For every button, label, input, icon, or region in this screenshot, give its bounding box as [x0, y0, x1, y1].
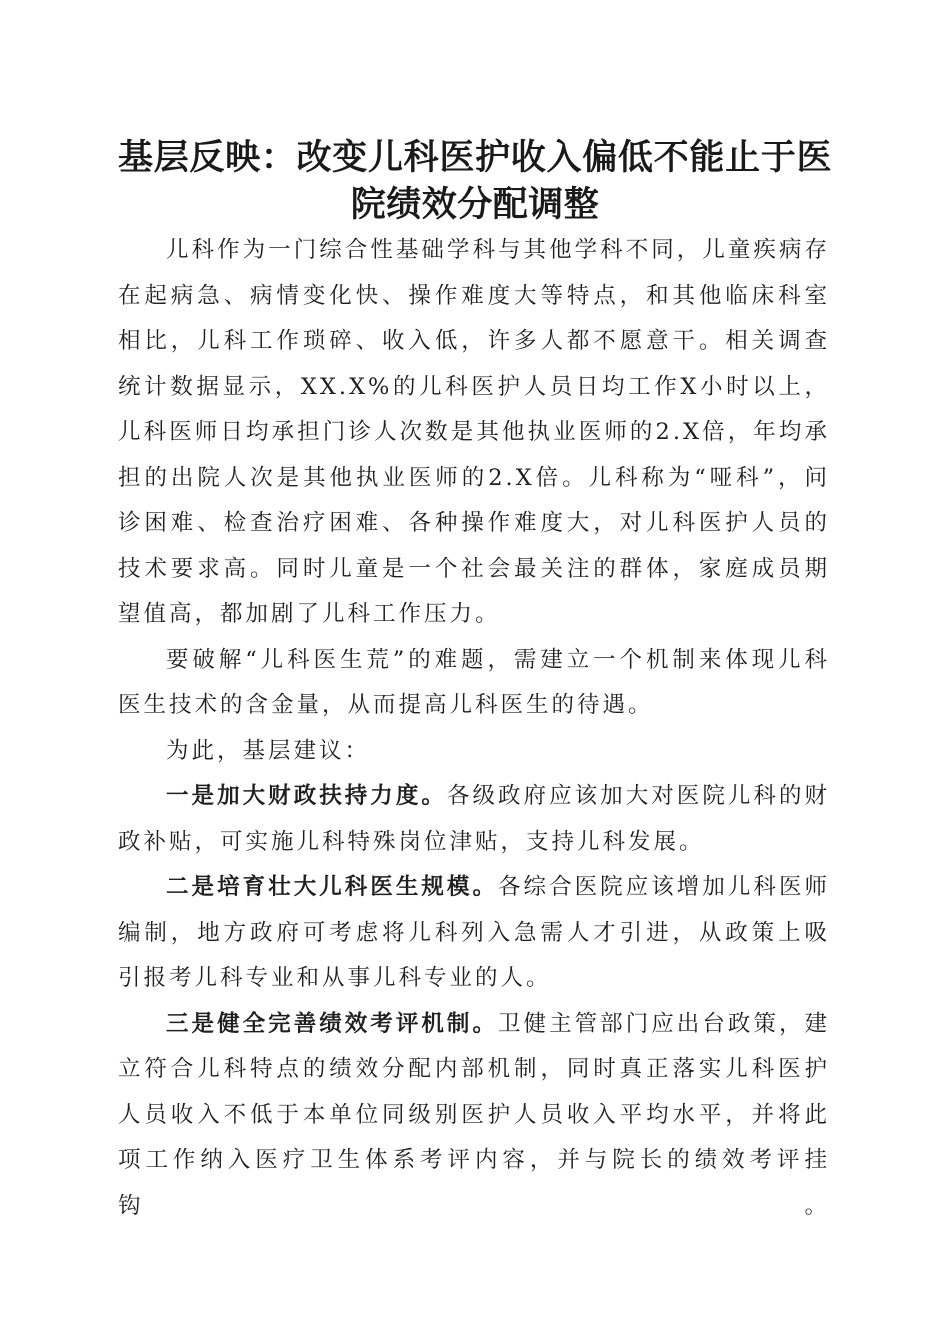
- paragraph-problem: 要破解“儿科医生荒”的难题，需建立一个机制来体现儿科医生技术的含金量，从而提高儿科医生的待遇。: [118, 646, 830, 718]
- document-body: [118, 228, 830, 1229]
- suggestion-lead: 二是培育壮大儿科医生规模。: [166, 874, 499, 900]
- suggestion-lead: 三是健全完善绩效考评机制。: [166, 1010, 499, 1037]
- paragraph-intro-suggestions: 为此，基层建议：: [166, 737, 371, 764]
- document-title: 基层反映：改变儿科医护收入偏低不能止于医院绩效分配调整: [118, 137, 832, 225]
- suggestion-lead: 一是加大财政扶持力度。: [166, 783, 447, 809]
- suggestion-text: 各级政府应该加大对医院儿科的财政补贴，可实施儿科特殊岗位津贴，支持儿科发展。: [118, 783, 830, 855]
- suggestion-item-1: [118, 774, 830, 865]
- paragraph-background: 儿科作为一门综合性基础学科与其他学科不同，儿童疾病存在起病急、病情变化快、操作难度大等特点，和其他临床科室相比，儿科工作琐碎、收入低，许多人都不愿意干。相关调查统计数据显示，XX.X%的儿科医护人员日均工作X小时以上，儿科医师日均承担门诊人次数是其他执业医师的2.X倍，年均承担的出院人次是其他执业医师的2.X倍。儿科称为“哑科”，问诊困难、检查治疗困难、各种操作难度大，对儿科医护人员的技术要求高。同时儿童是一个社会最关注的群体，家庭成员期望值高，都加剧了儿科工作压力。: [118, 237, 830, 627]
- suggestion-item-2: [118, 865, 830, 1002]
- suggestion-text: 各综合医院应该增加儿科医师编制，地方政府可考虑将儿科列入急需人才引进，从政策上吸引报考儿科专业和从事儿科专业的人。: [118, 874, 830, 991]
- suggestion-text: 卫健主管部门应出台政策，建立符合儿科特点的绩效分配内部机制，同时真正落实儿科医护人员收入不低于本单位同级别医护人员收入平均水平，并将此项工作纳入医疗卫生体系考评内容，并与院长的绩效考评挂钩。: [118, 1010, 830, 1219]
- suggestion-item-3: [118, 1002, 830, 1230]
